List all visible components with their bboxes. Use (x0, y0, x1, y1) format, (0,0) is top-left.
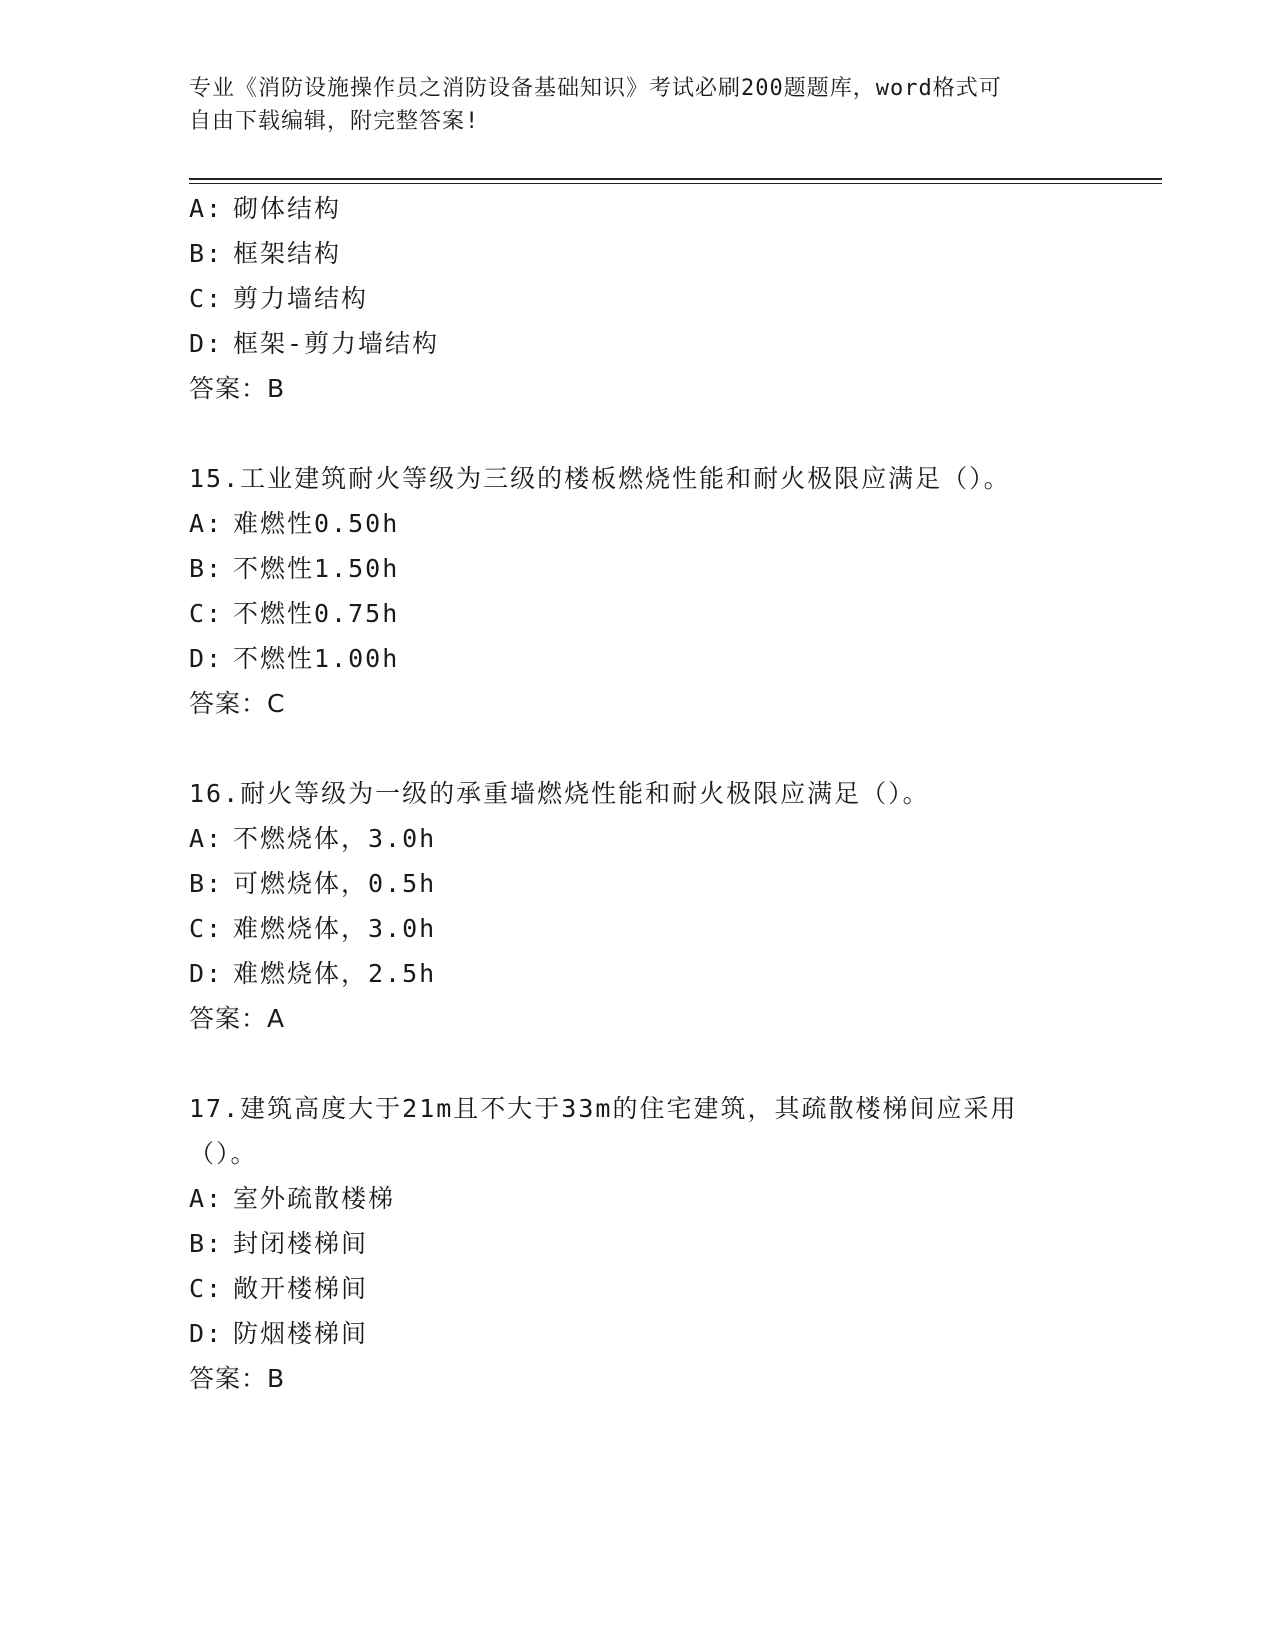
option-letter: D: (189, 1319, 224, 1348)
option-text: 框架结构 (233, 239, 342, 268)
q17-option-a (189, 1184, 395, 1214)
q15-option-d (189, 644, 399, 674)
option-letter: D: (189, 959, 224, 988)
q15-title: 15.工业建筑耐火等级为三级的楼板燃烧性能和耐火极限应满足（）。 (189, 464, 1011, 493)
option-letter: B: (189, 554, 224, 583)
header-line-1: 专业《消防设施操作员之消防设备基础知识》考试必刷200题题库，word格式可 (189, 76, 1002, 101)
option-text: 不燃烧体，3.0h (233, 824, 437, 853)
option-text: 剪力墙结构 (233, 284, 369, 313)
q17-option-b (189, 1229, 368, 1259)
q16-option-b (189, 869, 436, 899)
document-header (189, 72, 1069, 138)
option-letter: A: (189, 824, 224, 853)
q14-option-d (189, 329, 439, 359)
q15-option-b (189, 554, 399, 584)
q14-option-a (189, 194, 341, 224)
option-letter: D: (189, 329, 224, 358)
option-letter: B: (189, 869, 224, 898)
option-text: 难燃烧体，3.0h (233, 914, 437, 943)
option-text: 敞开楼梯间 (233, 1274, 369, 1303)
q14-option-b (189, 239, 341, 269)
option-letter: C: (189, 1274, 224, 1303)
q17-answer: 答案：B (189, 1364, 286, 1393)
header-divider-thin (189, 183, 1162, 184)
q15-option-a (189, 509, 399, 539)
option-text: 不燃性1.00h (233, 644, 400, 673)
option-letter: A: (189, 509, 224, 538)
option-text: 不燃性1.50h (233, 554, 400, 583)
header-line-2: 自由下载编辑，附完整答案! (189, 109, 480, 134)
option-letter: C: (189, 284, 224, 313)
option-text: 室外疏散楼梯 (233, 1184, 396, 1213)
option-text: 砌体结构 (233, 194, 342, 223)
option-text: 防烟楼梯间 (233, 1319, 369, 1348)
q16-title: 16.耐火等级为一级的承重墙燃烧性能和耐火极限应满足（）。 (189, 779, 930, 808)
q17-title-line-1: 17.建筑高度大于21m且不大于33m的住宅建筑，其疏散楼梯间应采用 (189, 1094, 1018, 1123)
option-letter: A: (189, 1184, 224, 1213)
header-divider-thick (189, 178, 1162, 180)
q15-answer: 答案：C (189, 689, 286, 718)
option-letter: B: (189, 239, 224, 268)
q16-option-a (189, 824, 436, 854)
option-letter: C: (189, 599, 224, 628)
option-text: 难燃烧体，2.5h (233, 959, 437, 988)
option-text: 难燃性0.50h (233, 509, 400, 538)
q14-option-c (189, 284, 368, 314)
option-text: 封闭楼梯间 (233, 1229, 369, 1258)
q16-option-c (189, 914, 436, 944)
option-letter: B: (189, 1229, 224, 1258)
option-text: 不燃性0.75h (233, 599, 400, 628)
option-letter: C: (189, 914, 224, 943)
option-letter: A: (189, 194, 224, 223)
option-letter: D: (189, 644, 224, 673)
q16-answer: 答案：A (189, 1004, 286, 1033)
q17-option-c (189, 1274, 368, 1304)
option-text: 可燃烧体，0.5h (233, 869, 437, 898)
q17-title-line-2: （）。 (189, 1139, 258, 1168)
q15-option-c (189, 599, 399, 629)
q14-answer: 答案：B (189, 374, 286, 403)
q17-option-d (189, 1319, 368, 1349)
option-text: 框架-剪力墙结构 (233, 329, 440, 358)
q16-option-d (189, 959, 436, 989)
